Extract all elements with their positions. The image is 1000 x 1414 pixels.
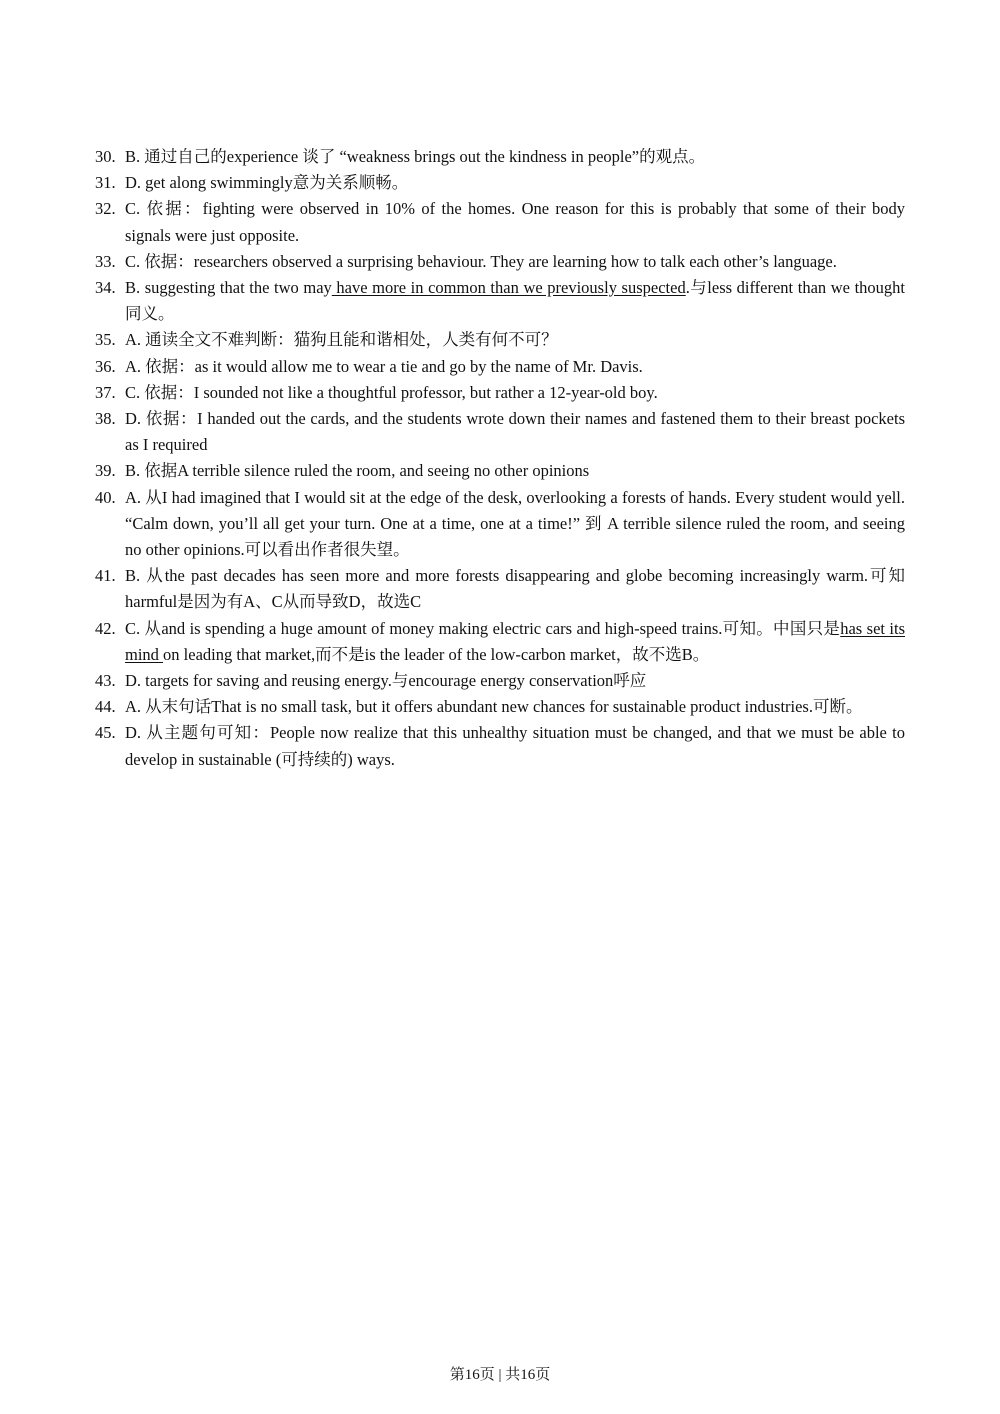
answer-item bbox=[95, 249, 905, 275]
answer-number: 36. bbox=[95, 356, 116, 376]
answer-explanation bbox=[125, 196, 905, 248]
answer-item bbox=[95, 170, 905, 196]
answer-explanations-list bbox=[95, 144, 905, 773]
explanation-text: A. 通读全文不难判断：猫狗且能和谐相处，人类有何不可？ bbox=[125, 330, 558, 350]
explanation-text: B. 从the past decades has seen more and more forests disappearing and globe becoming increasingly warm.可知harmful是因为有A、C从而导致D，故选C bbox=[125, 566, 905, 612]
answer-item bbox=[95, 406, 905, 458]
explanation-text: D. get along swimmingly意为关系顺畅。 bbox=[125, 173, 409, 193]
answer-number: 31. bbox=[95, 173, 116, 193]
answer-item bbox=[95, 668, 905, 694]
answer-item bbox=[95, 485, 905, 564]
answer-number: 42. bbox=[95, 618, 116, 638]
answer-item bbox=[95, 694, 905, 720]
answer-item bbox=[95, 275, 905, 327]
answer-item bbox=[95, 354, 905, 380]
page-footer: 第16页 | 共16页 bbox=[449, 1367, 551, 1383]
answer-number: 40. bbox=[95, 487, 116, 507]
answer-number: 37. bbox=[95, 382, 116, 402]
answer-explanation bbox=[125, 249, 905, 275]
answer-number: 38. bbox=[95, 409, 116, 429]
answer-number: 30. bbox=[95, 147, 116, 166]
explanation-text: C. 从and is spending a huge amount of money making electric cars and high-speed trains.可知。中国只是 bbox=[125, 618, 841, 638]
explanation-text: A. 从I had imagined that I would sit at the edge of the desk, overlooking a forests of hands. Every student would yell. “Calm down, you’ll all get your turn. One at a time, one at a time!” 到 A terrible silence ruled the room, and seeing no other opinions.可以看出作者很失望。 bbox=[125, 487, 905, 560]
explanation-text: D. 从主题句可知：People now realize that this unhealthy situation must be changed, and that we must be able to develop in sustainable (可持续的) ways. bbox=[125, 723, 905, 769]
explanation-text: B. 依据A terrible silence ruled the room, and seeing no other opinions bbox=[125, 461, 590, 481]
answer-item bbox=[95, 144, 905, 170]
answer-number: 35. bbox=[95, 330, 116, 350]
explanation-text: .与less different than we thought 同义。 bbox=[125, 278, 906, 324]
answer-number: 33. bbox=[95, 251, 116, 271]
explanation-text: B. 通过自己的experience 谈了 “weakness brings out the kindness in people”的观点。 bbox=[125, 147, 706, 166]
explanation-text: C. 依据：fighting were observed in 10% of the homes. One reason for this is probably that some of their body signals were just opposite. bbox=[125, 199, 905, 245]
explanation-text: A. 从末句话That is no small task, but it offers abundant new chances for sustainable product industries.可断。 bbox=[125, 697, 863, 717]
answer-explanation bbox=[125, 668, 905, 694]
answer-explanation bbox=[125, 406, 905, 458]
answer-explanation bbox=[125, 170, 905, 196]
explanation-text: C. 依据：I sounded not like a thoughtful professor, but rather a 12-year-old boy. bbox=[125, 382, 658, 402]
underlined-quote: has set its mind bbox=[125, 618, 905, 664]
answer-explanation bbox=[125, 354, 905, 380]
explanation-text: on leading that market,而不是is the leader of the low-carbon market，故不选B。 bbox=[163, 644, 710, 664]
answer-explanation bbox=[125, 380, 905, 406]
explanation-text: C. 依据：researchers observed a surprising behaviour. They are learning how to talk each other’s language. bbox=[125, 251, 837, 271]
explanation-text: D. targets for saving and reusing energy.与encourage energy conservation呼应 bbox=[125, 671, 647, 691]
answer-explanation bbox=[125, 485, 905, 564]
answer-number: 32. bbox=[95, 199, 116, 219]
answer-explanation bbox=[125, 694, 905, 720]
answer-explanation bbox=[125, 275, 905, 327]
answer-explanation bbox=[125, 458, 905, 484]
answer-item bbox=[95, 196, 905, 248]
answer-item bbox=[95, 563, 905, 615]
answer-item bbox=[95, 720, 905, 772]
answer-explanation bbox=[125, 327, 905, 353]
answer-number: 43. bbox=[95, 671, 116, 691]
answer-item bbox=[95, 458, 905, 484]
answer-item bbox=[95, 327, 905, 353]
answer-explanation bbox=[125, 720, 905, 772]
explanation-text: D. 依据：I handed out the cards, and the students wrote down their names and fastened them to their breast pockets as I required bbox=[125, 409, 905, 455]
answer-number: 41. bbox=[95, 566, 116, 586]
answer-item bbox=[95, 616, 905, 668]
explanation-text: B. suggesting that the two may bbox=[125, 278, 332, 298]
answer-explanation bbox=[125, 563, 905, 615]
answer-number: 44. bbox=[95, 697, 116, 717]
underlined-quote: have more in common than we previously suspected bbox=[331, 278, 686, 298]
answer-number: 34. bbox=[95, 278, 116, 298]
answer-number: 39. bbox=[95, 461, 116, 481]
answer-item bbox=[95, 380, 905, 406]
answer-number: 45. bbox=[95, 723, 116, 743]
answer-explanation bbox=[125, 144, 905, 170]
answer-explanation bbox=[125, 616, 905, 668]
explanation-text: A. 依据：as it would allow me to wear a tie and go by the name of Mr. Davis. bbox=[125, 356, 643, 376]
